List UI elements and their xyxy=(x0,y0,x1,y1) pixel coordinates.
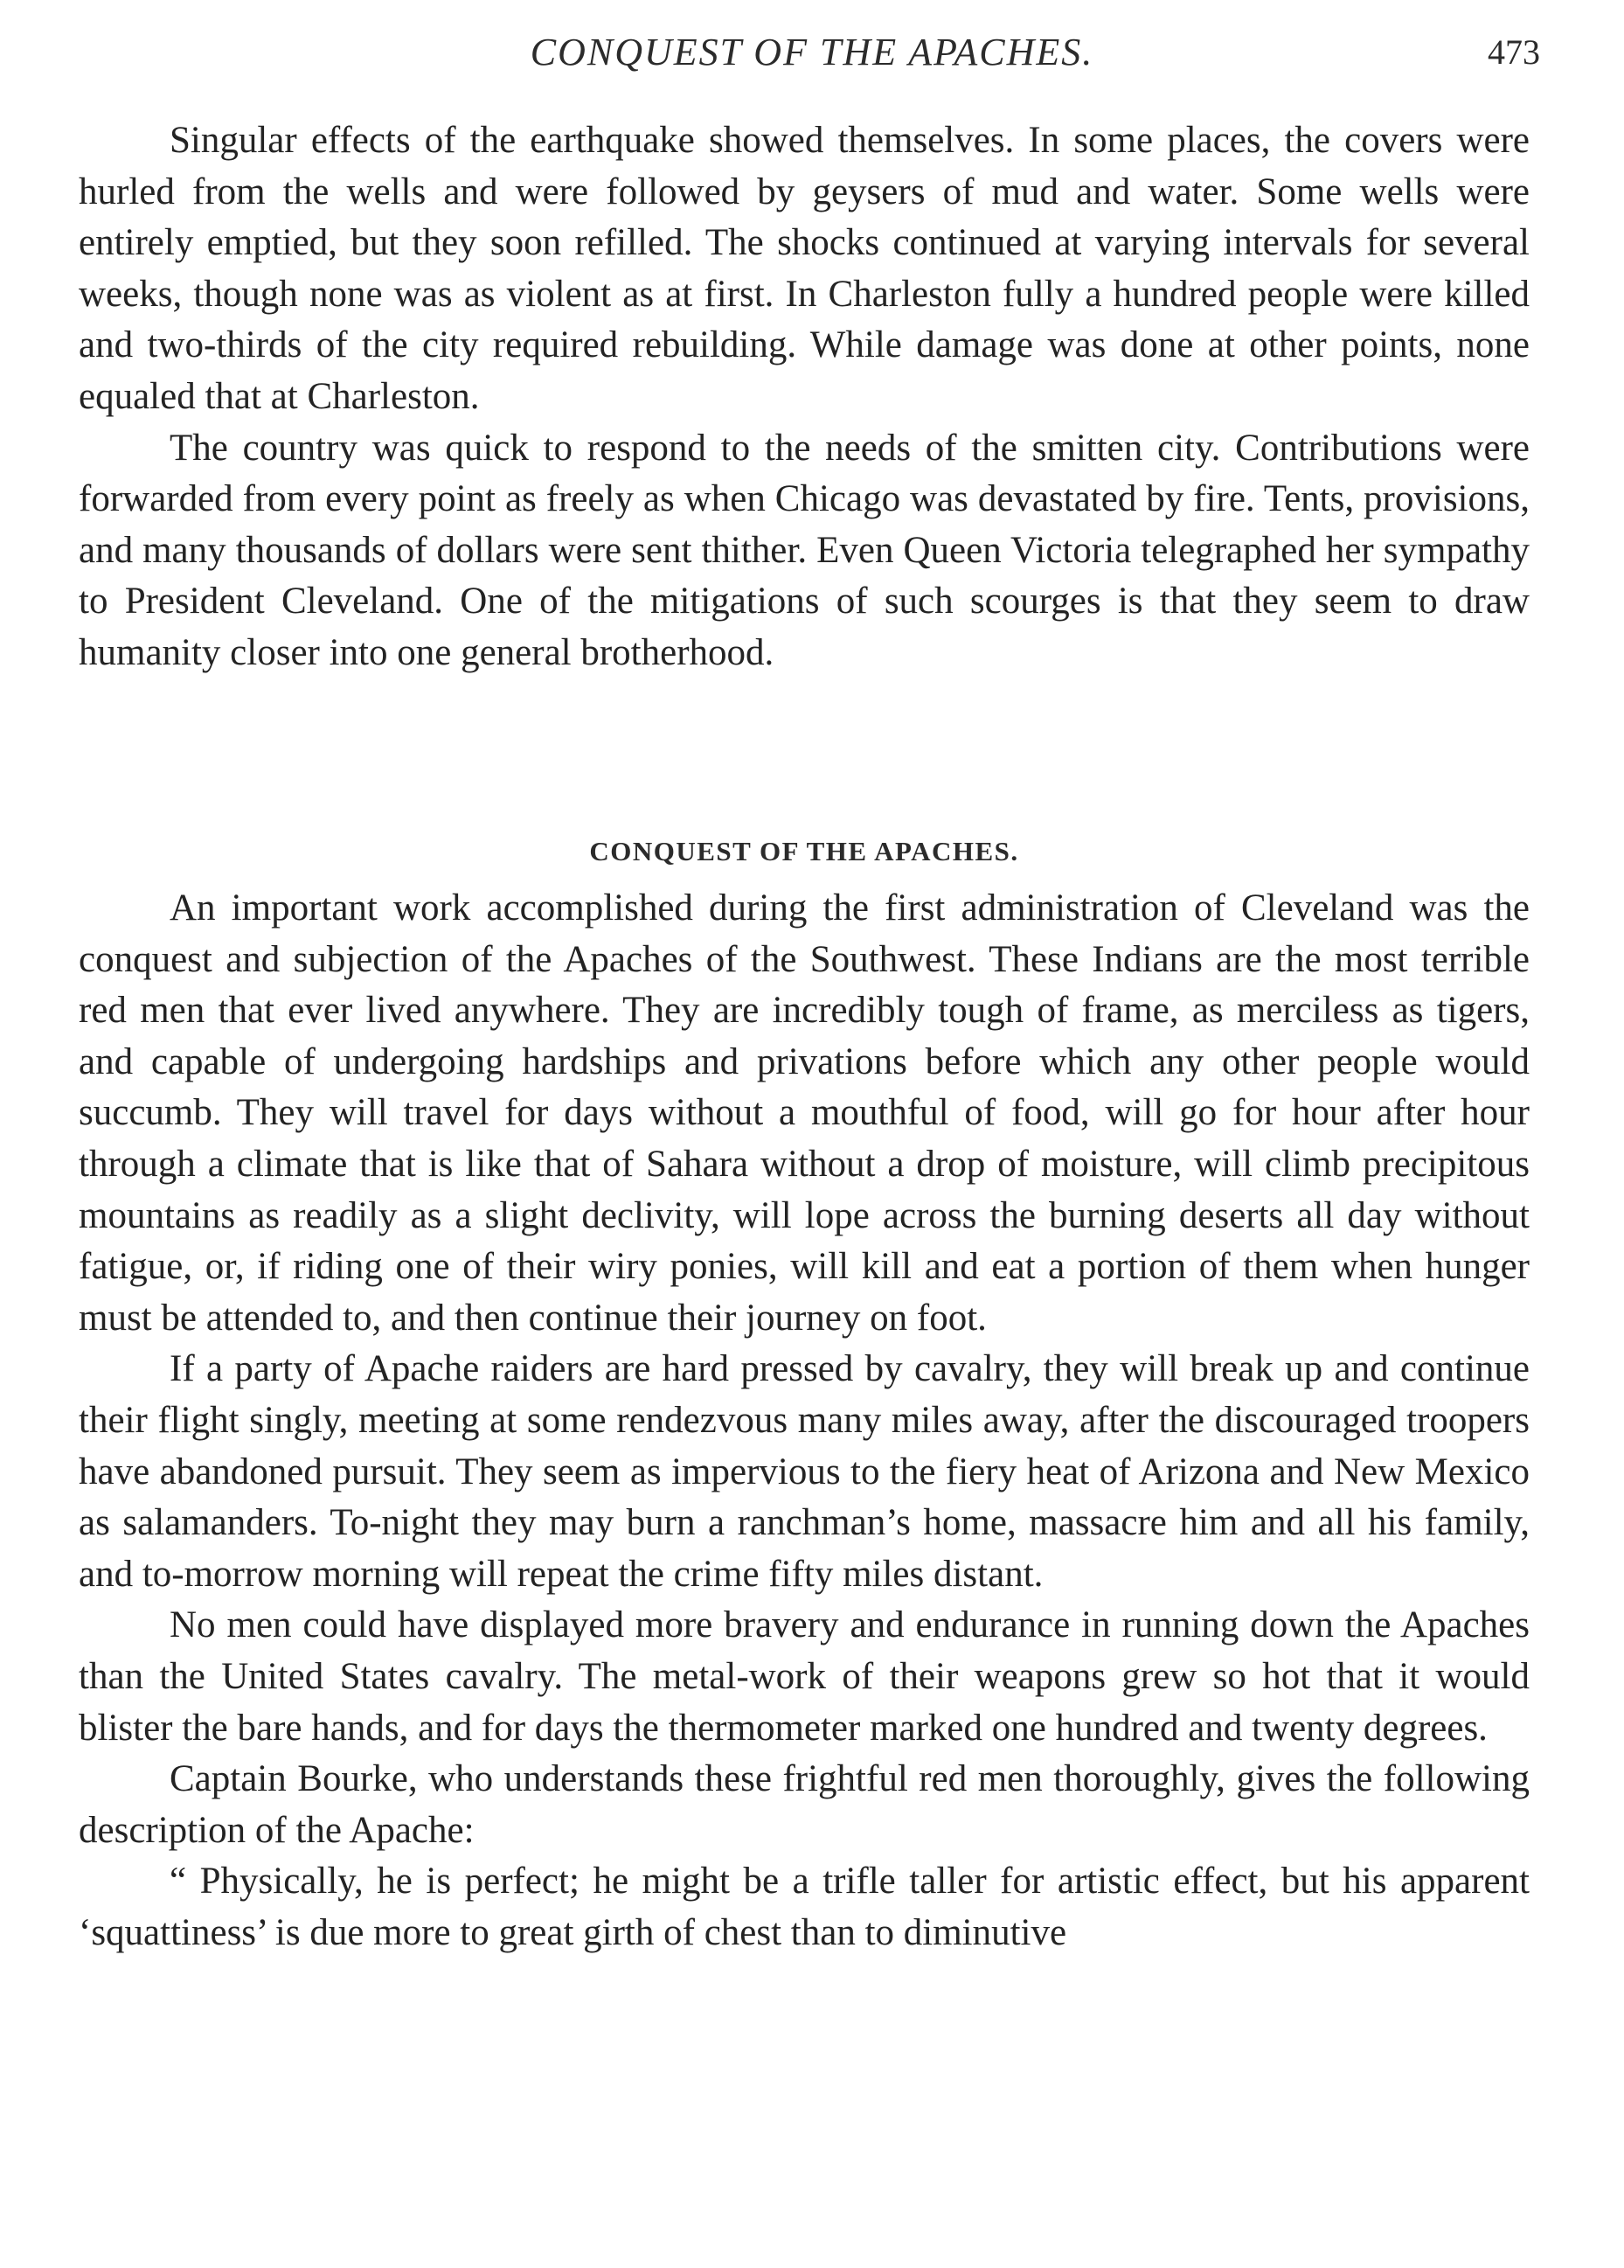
paragraph-apache-conquest: An important work accomplished during the first administration of Cleveland was the conquest and subjection of the Apaches of the Southwest. These Indians are the most terrible red men that ever lived anywhere. They are incredibly tough of frame, as merciless as tigers, and capable of undergoing hardships and privations before which any other people would succumb. They will travel for days without a mouthful of food, will go for hour after hour through a climate that is like that of Sahara without a drop of moisture, will climb precipitous mountains as readily as a slight declivity, will lope across the burning deserts all day without fatigue, or, if riding one of their wiry ponies, will kill and eat a portion of them when hunger must be attended to, and then continue their journey on foot. xyxy=(79,887,1530,1339)
earthquake-section xyxy=(79,115,1530,679)
paragraph-physical-description: “ Physically, he is perfect; he might be a trifle taller for artistic effect, but his apparent ‘squattiness’ is due more to great girth of chest than to diminutive xyxy=(79,1861,1530,1953)
running-head xyxy=(0,26,1624,79)
page-number: 473 xyxy=(1488,32,1540,72)
apaches-heading-block xyxy=(79,832,1530,871)
paragraph-relief-response: The country was quick to respond to the needs of the smitten city. Contributions were forwarded from every point as freely as when Chicago was devastated by fire. Tents, provisions, and many thousands of dollars were sent thither. Even Queen Victoria telegraphed her sympathy to President Cleveland. One of the mitigations of such scourges is that they seem to draw humanity closer into one general brotherhood. xyxy=(79,427,1530,673)
section-heading: CONQUEST OF THE APACHES. xyxy=(589,836,1019,866)
running-title: CONQUEST OF THE APACHES. xyxy=(530,31,1094,73)
paragraph-captain-bourke: Captain Bourke, who understands these frightful red men thoroughly, gives the following description of the Apache: xyxy=(79,1758,1530,1851)
paragraph-earthquake-effects: Singular effects of the earthquake showed themselves. In some places, the covers were hurled from the wells and were followed by geysers of mud and water. Some wells were entirely emptied, but they soon refilled. The shocks continued at varying intervals for several weeks, though none was as violent as at first. In Charleston fully a hundred people were killed and two-thirds of the city required rebuilding. While damage was done at other points, none equaled that at Charleston. xyxy=(79,120,1530,417)
paragraph-apache-raiders: If a party of Apache raiders are hard pressed by cavalry, they will break up and continue their flight singly, meeting at some rendezvous many miles away, after the discouraged troopers have abandoned pursuit. They seem as impervious to the fiery heat of Arizona and New Mexico as salamanders. To-night they may burn a ranchman’s home, massacre him and all his family, and to-morrow morning will repeat the crime fifty miles distant. xyxy=(79,1348,1530,1595)
paragraph-cavalry: No men could have displayed more bravery and endurance in running down the Apaches than the United States cavalry. The metal-work of their weapons grew so hot that it would blister the bare hands, and for days the thermometer marked one hundred and twenty degrees. xyxy=(79,1604,1530,1749)
apaches-section xyxy=(79,883,1530,1958)
